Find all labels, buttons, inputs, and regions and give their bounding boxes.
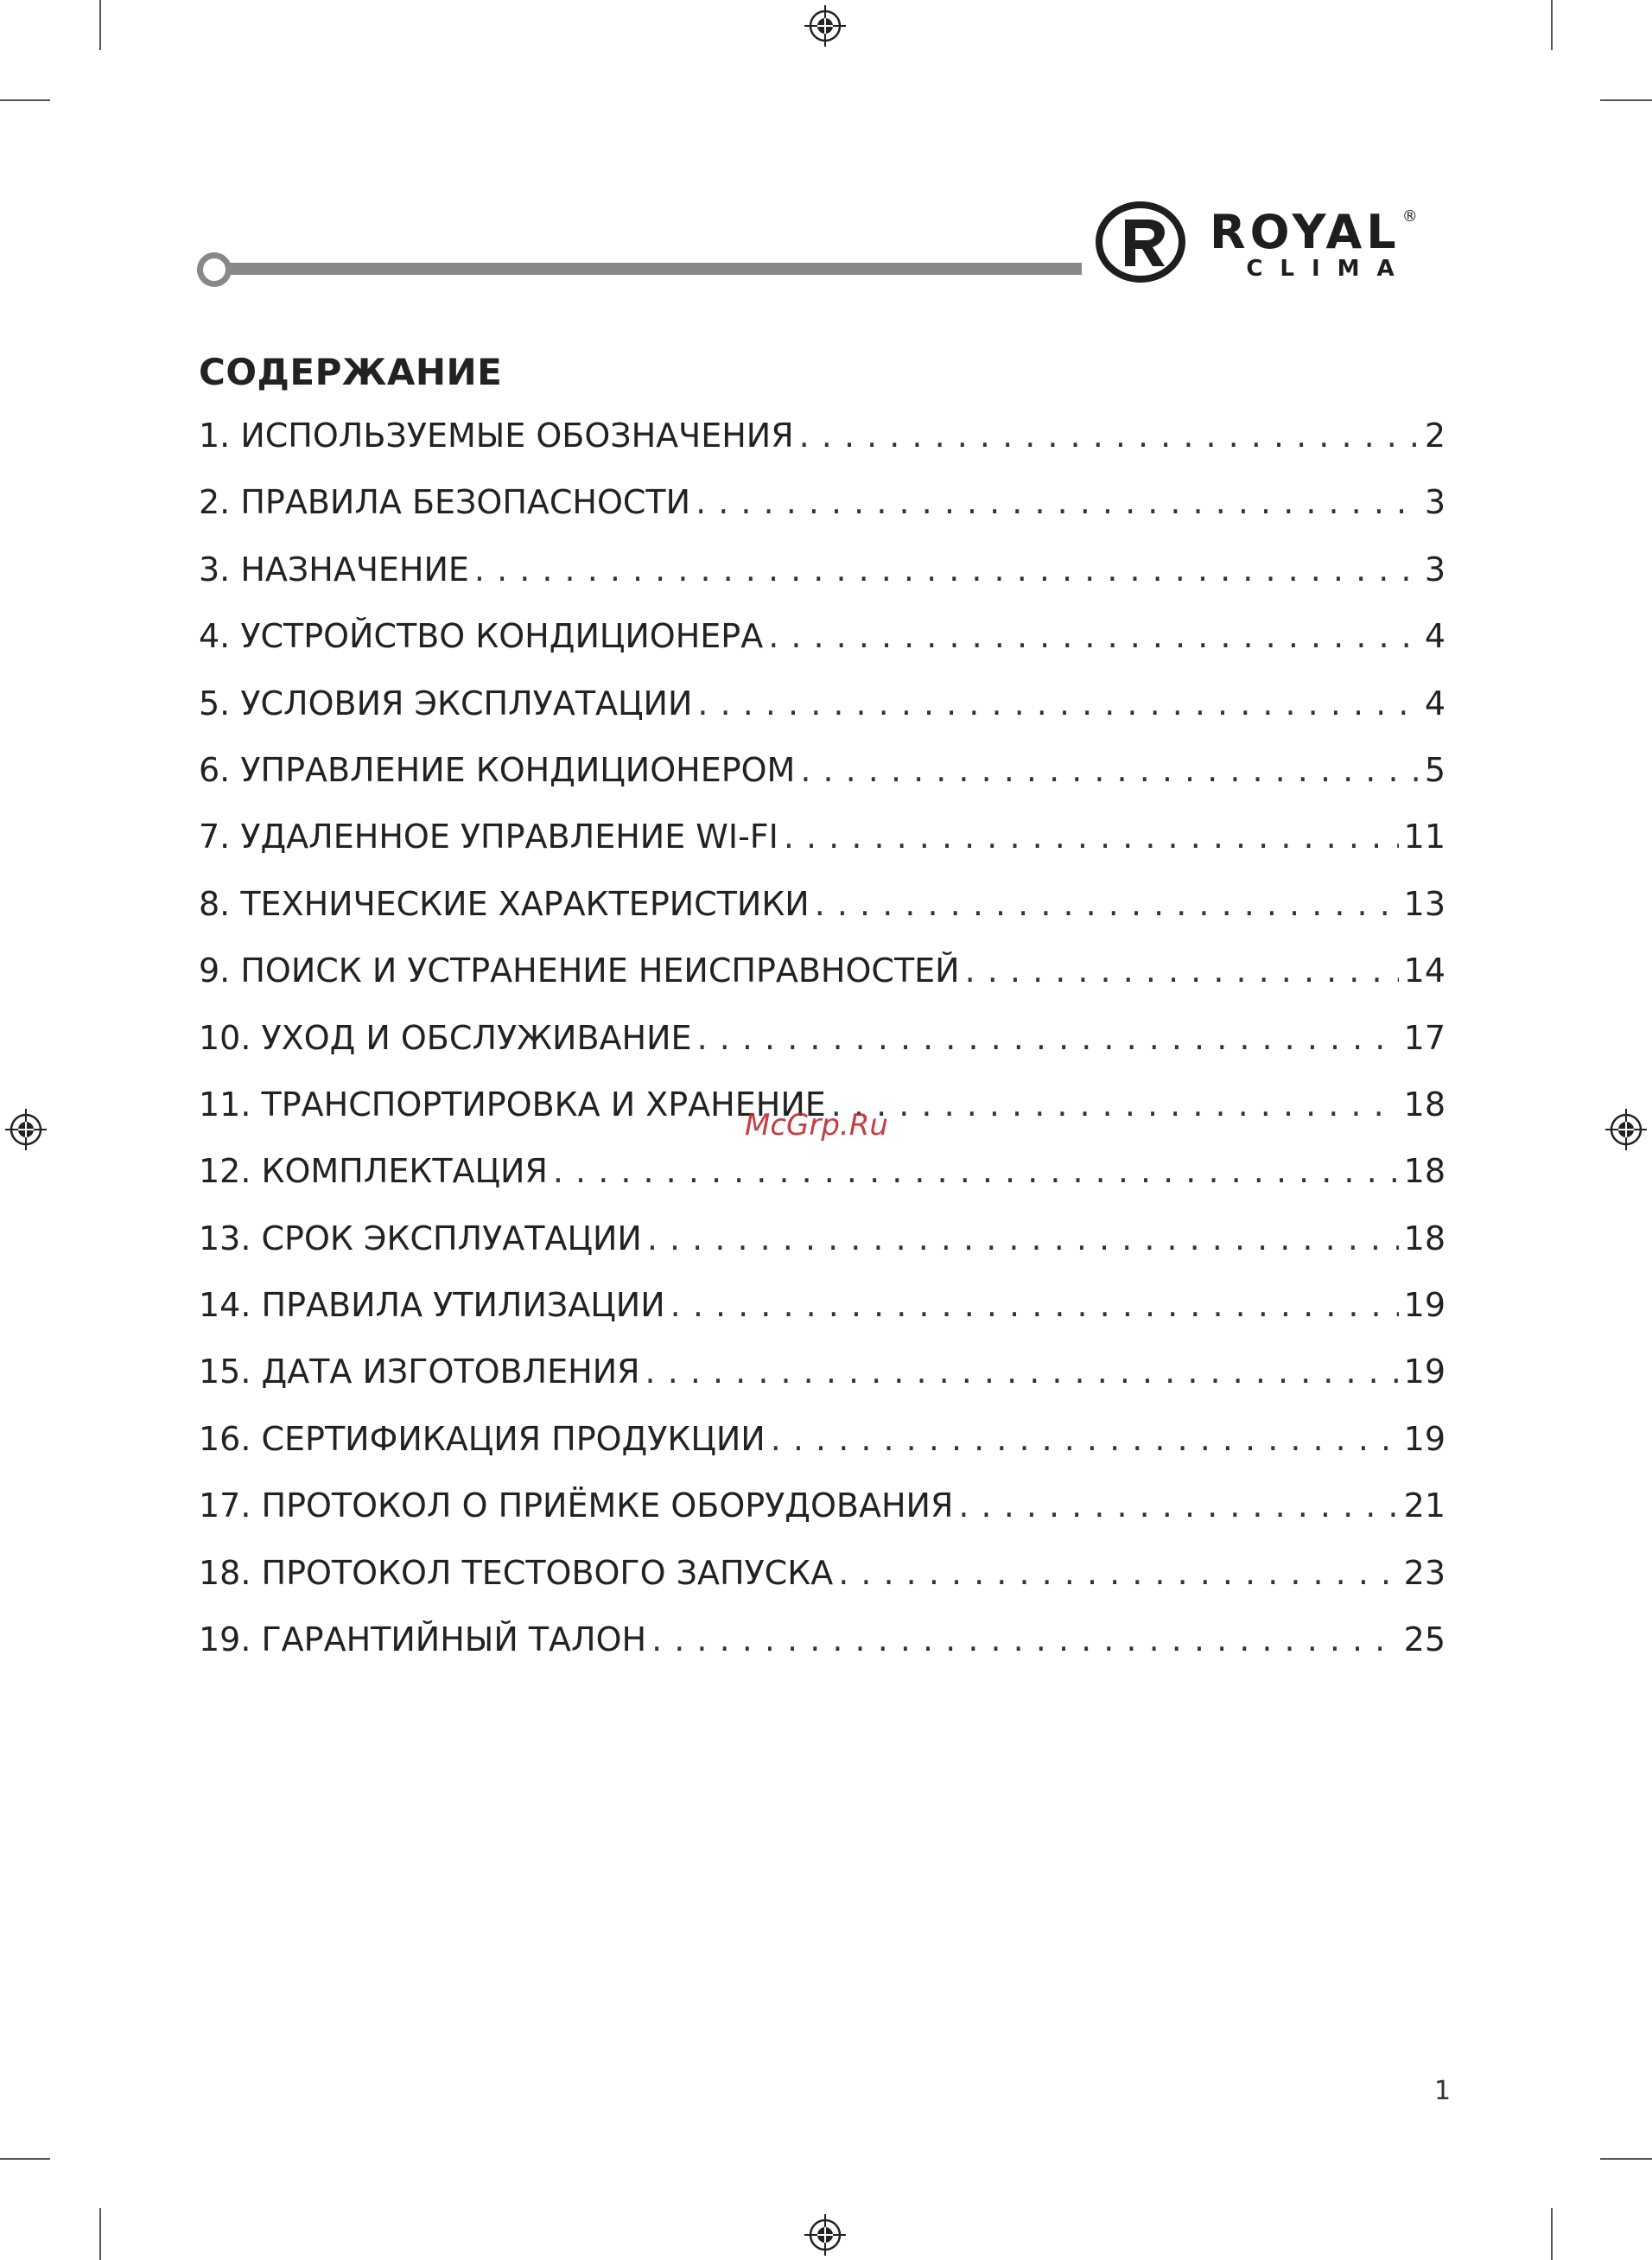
toc-entry[interactable] — [199, 1019, 1446, 1085]
toc-entry-title: 10. УХОД И ОБСЛУЖИВАНИЕ — [199, 1018, 692, 1057]
toc-list — [199, 417, 1446, 1687]
toc-entry-title: 2. ПРАВИЛА БЕЗОПАСНОСТИ — [199, 483, 691, 522]
brand-logo — [1096, 195, 1458, 290]
header-rule — [205, 263, 1082, 275]
toc-entry-title: 13. СРОК ЭКСПЛУАТАЦИИ — [199, 1219, 642, 1257]
toc-entry-page: 14 — [1403, 952, 1446, 990]
watermark: McGrp.Ru — [745, 1108, 888, 1143]
toc-entry-page: 3 — [1424, 550, 1446, 589]
toc-entry-title: 1. ИСПОЛЬЗУЕМЫЕ ОБОЗНАЧЕНИЯ — [199, 417, 794, 455]
page-number: 1 — [1434, 2076, 1452, 2106]
toc-dot-leader — [800, 751, 1419, 789]
crop-mark-top-right-v — [1551, 0, 1553, 50]
toc-entry[interactable] — [199, 1219, 1446, 1286]
crop-mark-bottom-right-h — [1600, 2158, 1652, 2160]
toc-entry[interactable] — [199, 1554, 1446, 1620]
toc-entry-page: 19 — [1403, 1419, 1446, 1458]
toc-dot-leader — [651, 1620, 1399, 1658]
toc-entry-title: 19. ГАРАНТИЙНЫЙ ТАЛОН — [199, 1620, 647, 1659]
toc-entry-page: 4 — [1424, 617, 1446, 656]
toc-entry-page: 23 — [1403, 1553, 1446, 1592]
toc-entry-title: 11. ТРАНСПОРТИРОВКА И ХРАНЕНИЕ — [199, 1085, 826, 1124]
toc-entry[interactable] — [199, 1286, 1446, 1353]
registration-mark-icon — [803, 2212, 848, 2257]
toc-entry-title: 5. УСЛОВИЯ ЭКСПЛУАТАЦИИ — [199, 684, 693, 723]
toc-dot-leader — [553, 1152, 1399, 1190]
toc-entry[interactable] — [199, 417, 1446, 483]
toc-entry-title: 18. ПРОТОКОЛ ТЕСТОВОГО ЗАПУСКА — [199, 1553, 834, 1592]
toc-entry-page: 18 — [1403, 1085, 1446, 1124]
crop-mark-bottom-left-h — [0, 2158, 50, 2160]
toc-entry-title: 8. ТЕХНИЧЕСКИЕ ХАРАКТЕРИСТИКИ — [199, 884, 810, 923]
registration-mark-icon — [3, 1107, 48, 1152]
toc-entry-page: 2 — [1424, 417, 1446, 455]
header-ring-icon — [197, 252, 232, 287]
toc-entry-title: 14. ПРАВИЛА УТИЛИЗАЦИИ — [199, 1286, 665, 1325]
toc-title: СОДЕРЖАНИЕ — [199, 351, 503, 393]
toc-entry-page: 19 — [1403, 1286, 1446, 1325]
royal-r-logo-icon — [1096, 201, 1185, 283]
toc-entry[interactable] — [199, 1353, 1446, 1419]
toc-dot-leader — [697, 1019, 1399, 1057]
toc-entry[interactable] — [199, 1420, 1446, 1487]
toc-entry-page: 5 — [1424, 750, 1446, 789]
toc-dot-leader — [696, 483, 1420, 521]
toc-entry-title: 9. ПОИСК И УСТРАНЕНИЕ НЕИСПРАВНОСТЕЙ — [199, 952, 960, 990]
toc-entry-title: 4. УСТРОЙСТВО КОНДИЦИОНЕРА — [199, 617, 764, 656]
toc-entry-page: 25 — [1403, 1620, 1446, 1659]
toc-entry[interactable] — [199, 818, 1446, 884]
toc-entry-page: 18 — [1403, 1219, 1446, 1257]
toc-dot-leader — [958, 1487, 1398, 1525]
toc-dot-leader — [670, 1286, 1399, 1324]
toc-entry[interactable] — [199, 551, 1446, 617]
toc-dot-leader — [784, 818, 1399, 856]
crop-mark-top-right-h — [1600, 99, 1652, 101]
brand-name: ROYAL ® — [1210, 205, 1418, 259]
toc-entry[interactable] — [199, 751, 1446, 818]
toc-entry-title: 16. СЕРТИФИКАЦИЯ ПРОДУКЦИИ — [199, 1419, 766, 1458]
registration-mark-icon — [803, 3, 848, 48]
toc-dot-leader — [838, 1554, 1398, 1592]
brand-subtitle: CLIMA — [1246, 256, 1412, 282]
toc-entry[interactable] — [199, 684, 1446, 751]
toc-entry-title: 17. ПРОТОКОЛ О ПРИЁМКЕ ОБОРУДОВАНИЯ — [199, 1487, 954, 1525]
toc-dot-leader — [965, 952, 1399, 990]
crop-mark-top-left-v — [99, 0, 101, 50]
toc-entry-title: 3. НАЗНАЧЕНИЕ — [199, 550, 469, 589]
toc-entry-page: 3 — [1424, 483, 1446, 522]
toc-entry-page: 19 — [1403, 1353, 1446, 1391]
toc-entry[interactable] — [199, 952, 1446, 1018]
toc-dot-leader — [768, 617, 1420, 655]
toc-entry-page: 17 — [1403, 1018, 1446, 1057]
toc-entry[interactable] — [199, 617, 1446, 684]
toc-dot-leader — [815, 885, 1399, 923]
toc-dot-leader — [831, 1085, 1399, 1124]
toc-entry-title: 15. ДАТА ИЗГОТОВЛЕНИЯ — [199, 1353, 640, 1391]
registration-mark-icon — [1604, 1107, 1649, 1152]
toc-entry-page: 21 — [1403, 1487, 1446, 1525]
toc-dot-leader — [697, 684, 1419, 723]
toc-dot-leader — [474, 551, 1420, 589]
toc-dot-leader — [799, 417, 1420, 455]
crop-mark-top-left-h — [0, 99, 50, 101]
toc-entry[interactable] — [199, 483, 1446, 550]
toc-entry[interactable] — [199, 1152, 1446, 1219]
toc-entry-title: 7. УДАЛЕННОЕ УПРАВЛЕНИЕ WI-FI — [199, 818, 778, 856]
toc-entry[interactable] — [199, 1620, 1446, 1687]
toc-dot-leader — [647, 1219, 1399, 1257]
toc-entry-page: 13 — [1403, 884, 1446, 923]
toc-entry[interactable] — [199, 885, 1446, 952]
toc-entry-page: 4 — [1424, 684, 1446, 723]
toc-entry-title: 6. УПРАВЛЕНИЕ КОНДИЦИОНЕРОМ — [199, 750, 796, 789]
toc-entry-page: 11 — [1403, 818, 1446, 856]
toc-entry-title: 12. КОМПЛЕКТАЦИЯ — [199, 1152, 548, 1191]
toc-dot-leader — [645, 1353, 1399, 1391]
registered-mark: ® — [1401, 207, 1418, 226]
toc-entry-page: 18 — [1403, 1152, 1446, 1191]
toc-entry[interactable] — [199, 1487, 1446, 1553]
crop-mark-bottom-right-v — [1551, 2208, 1553, 2260]
toc-dot-leader — [771, 1420, 1399, 1458]
crop-mark-bottom-left-v — [99, 2208, 101, 2260]
